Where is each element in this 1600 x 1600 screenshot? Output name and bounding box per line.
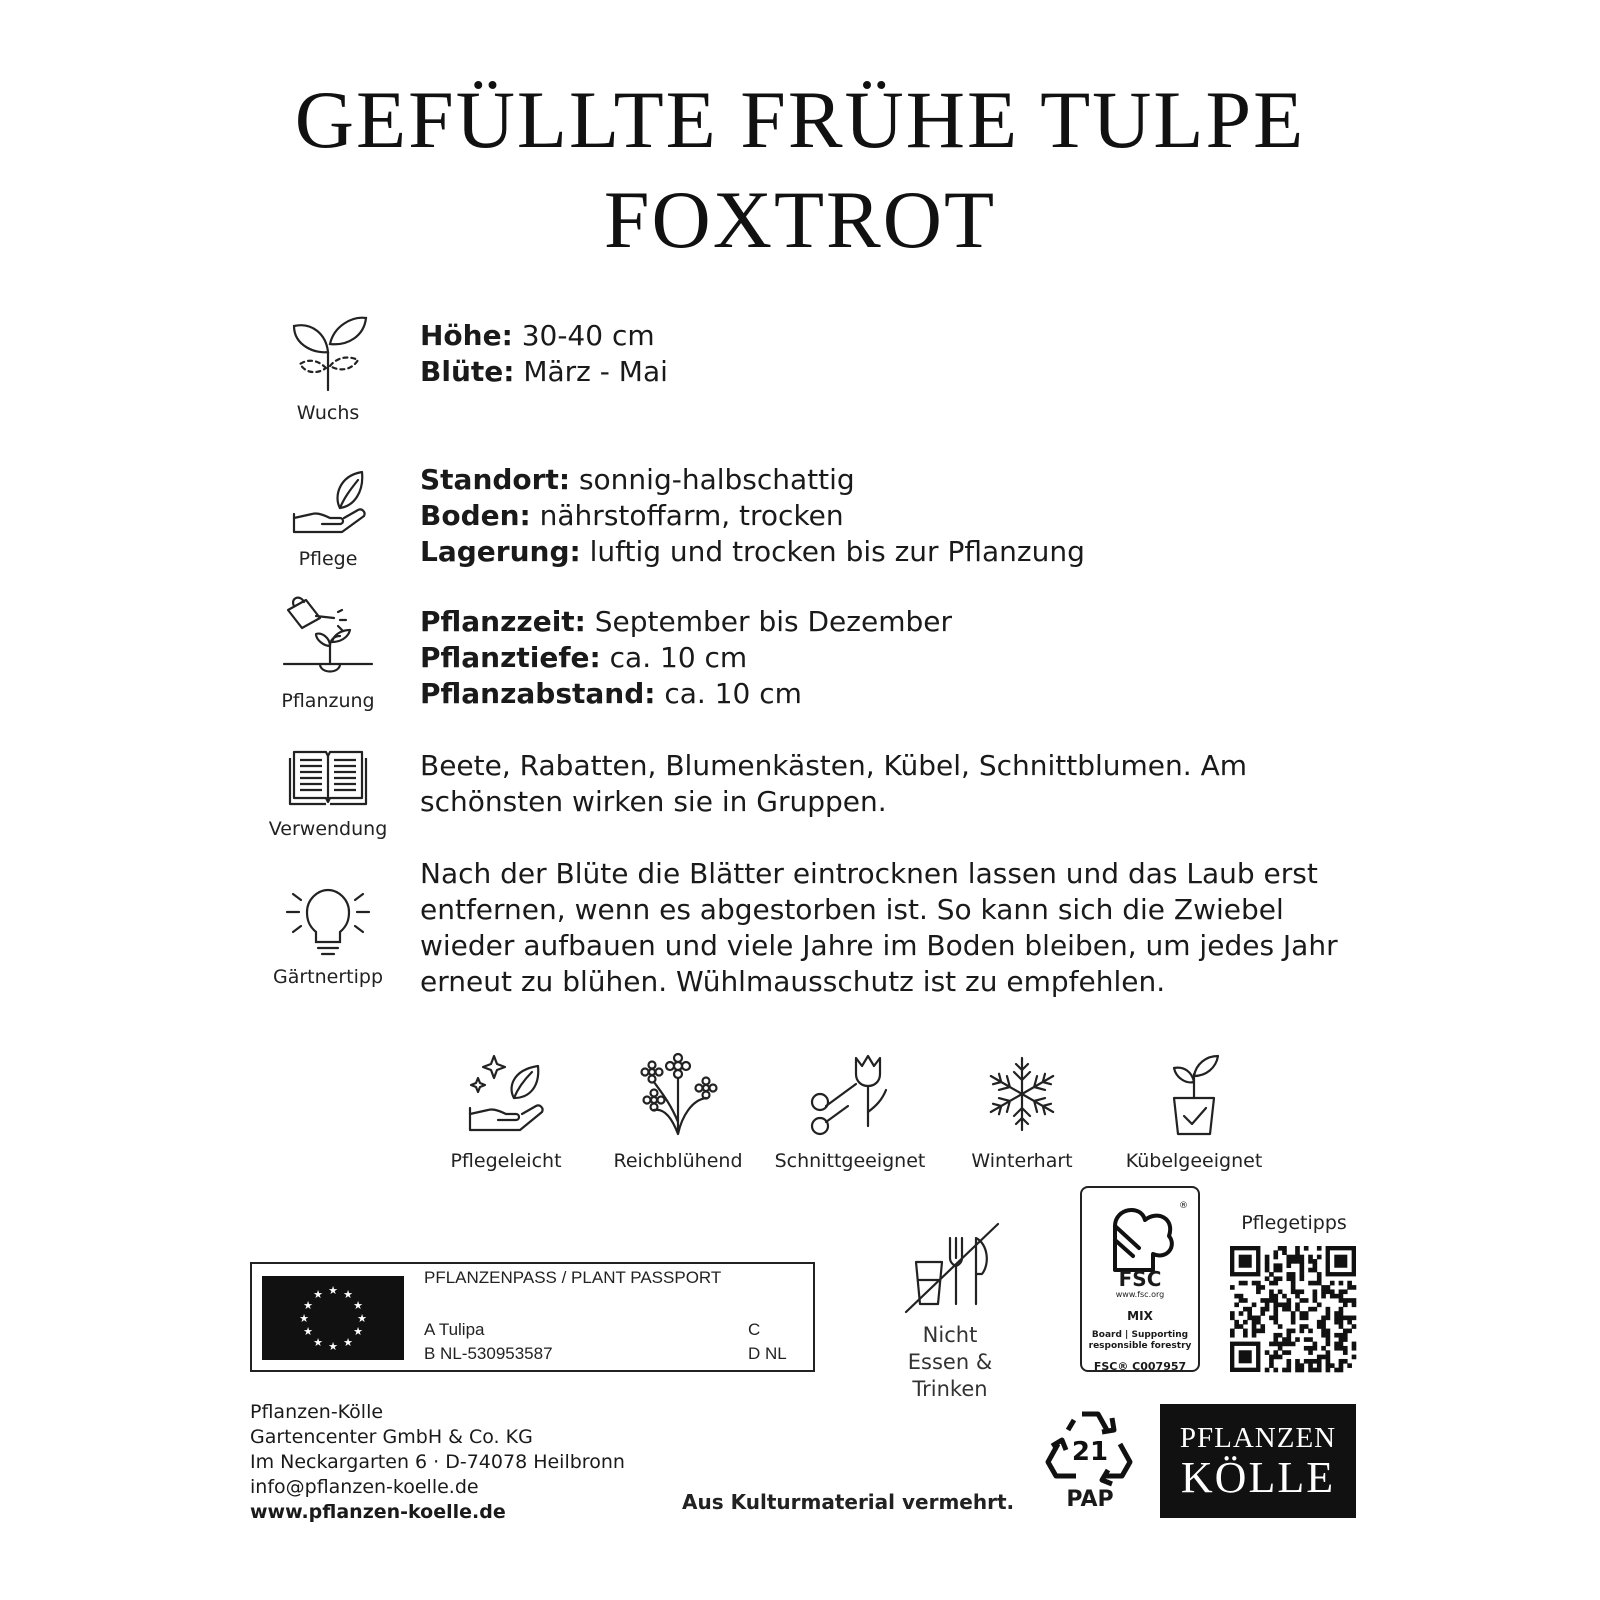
passport-c: C (748, 1320, 761, 1339)
svg-text:★: ★ (343, 1288, 353, 1301)
section-wuchs-label: Wuchs (296, 402, 360, 424)
section-gaertnertipp-icon-block (262, 884, 394, 988)
plant-passport (250, 1262, 815, 1372)
standort-key: Standort: (420, 463, 571, 496)
eu-flag-icon (262, 1276, 404, 1360)
address-line3: Im Neckargarten 6 · D-74078 Heilbronn (250, 1451, 625, 1473)
fsc-line2: responsible forestry (1088, 1341, 1192, 1351)
fsc-line1: Board | Supporting (1091, 1330, 1189, 1340)
sparkle-hand-leaf-icon (464, 1052, 548, 1136)
watering-can-icon (280, 596, 376, 680)
feature-reichbluehend-label: Reichblühend (613, 1150, 743, 1172)
fsc-label (1080, 1186, 1200, 1372)
svg-text:★: ★ (328, 1340, 338, 1353)
section-pflanzung-text (420, 604, 1350, 712)
address-email[interactable]: info@pflanzen-koelle.de (250, 1476, 479, 1498)
page-title-line2: FOXTROT (603, 174, 997, 265)
pflanztiefe-key: Pflanztiefe: (420, 641, 601, 674)
qr-code-icon[interactable] (1230, 1246, 1356, 1372)
pot-plant-icon (1152, 1052, 1236, 1136)
section-verwendung-icon-block (262, 746, 394, 840)
scissors-tulip-icon (808, 1052, 892, 1136)
section-pflege-icon-block (262, 468, 394, 570)
tipp-line3: wieder aufbauen und viele Jahre im Boden bleiben, um jedes Jahr (420, 929, 1338, 962)
fsc-tree-icon (1095, 1198, 1188, 1272)
recycling-code: PAP (1066, 1487, 1114, 1512)
bluete-key: Blüte: (420, 355, 515, 388)
hoehe-key: Höhe: (420, 319, 513, 352)
svg-text:★: ★ (313, 1336, 323, 1349)
pflanzzeit-key: Pflanzzeit: (420, 605, 586, 638)
svg-text:★: ★ (353, 1299, 363, 1312)
section-verwendung-label: Verwendung (268, 818, 388, 840)
pflanztiefe-value: ca. 10 cm (600, 641, 748, 674)
fsc-brand: FSC (1118, 1267, 1162, 1291)
flowers-icon (636, 1052, 720, 1136)
passport-header: PFLANZENPASS / PLANT PASSPORT (424, 1268, 722, 1287)
qr-label: Pflegetipps (1241, 1212, 1347, 1234)
section-pflege-label: Pflege (298, 548, 358, 570)
page-title-line1: GEFÜLLTE FRÜHE TULPE (294, 74, 1306, 165)
feature-schnittgeeignet (770, 1052, 930, 1172)
feature-pflegeleicht-label: Pflegeleicht (450, 1150, 562, 1172)
not-edible-block (880, 1218, 1020, 1403)
pflanzabstand-key: Pflanzabstand: (420, 677, 656, 710)
svg-text:★: ★ (303, 1299, 313, 1312)
address-line2: Gartencenter GmbH & Co. KG (250, 1426, 533, 1448)
feature-pflegeleicht (426, 1052, 586, 1172)
snowflake-icon (980, 1052, 1064, 1136)
svg-text:★: ★ (303, 1325, 313, 1338)
feature-kuebelgeeignet-label: Kübelgeeignet (1125, 1150, 1263, 1172)
section-pflege-text (420, 462, 1350, 570)
pflanzzeit-value: September bis Dezember (585, 605, 952, 638)
svg-text:★: ★ (328, 1284, 338, 1297)
not-edible-line1: Nicht (922, 1323, 978, 1347)
verwendung-line2: schönsten wirken sie in Gruppen. (420, 785, 887, 818)
recycling-icon (1042, 1404, 1138, 1490)
tipp-line2: entfernen, wenn es abgestorben ist. So kann sich die Zwiebel (420, 893, 1284, 926)
svg-text:★: ★ (313, 1288, 323, 1301)
tipp-line4: erneut zu blühen. Wühlmausschutz ist zu empfehlen. (420, 965, 1166, 998)
tipp-line1: Nach der Blüte die Blätter eintrocknen lassen und das Laub erst (420, 857, 1318, 890)
svg-text:★: ★ (299, 1312, 309, 1325)
section-pflanzung-icon-block (262, 596, 394, 712)
svg-text:®: ® (1179, 1201, 1188, 1211)
verwendung-line1: Beete, Rabatten, Blumenkästen, Kübel, Schnittblumen. Am (420, 749, 1247, 782)
fsc-mix: MIX (1127, 1309, 1153, 1323)
book-icon (288, 746, 368, 808)
feature-kuebelgeeignet (1114, 1052, 1274, 1172)
section-gaertnertipp-label: Gärtnertipp (272, 966, 384, 988)
not-edible-line2: Essen & Trinken (907, 1350, 993, 1401)
recycling-number: 21 (1071, 1437, 1109, 1467)
svg-text:★: ★ (343, 1336, 353, 1349)
address-block (250, 1400, 625, 1525)
boden-key: Boden: (420, 499, 531, 532)
brand-logo (1160, 1404, 1356, 1518)
section-verwendung-text (420, 748, 1350, 820)
hoehe-value: 30-40 cm (512, 319, 655, 352)
feature-winterhart-label: Winterhart (971, 1150, 1073, 1172)
feature-winterhart (942, 1052, 1102, 1172)
section-pflanzung-label: Pflanzung (281, 690, 375, 712)
plant-growth-icon (286, 312, 370, 392)
passport-d: D NL (748, 1344, 787, 1363)
boden-value: nährstoffarm, trocken (530, 499, 844, 532)
propagation-note: Aus Kulturmaterial vermehrt. (682, 1490, 1015, 1514)
logo-line1: PFLANZEN (1179, 1422, 1337, 1454)
feature-reichbluehend (598, 1052, 758, 1172)
logo-line2: KÖLLE (1180, 1453, 1336, 1502)
svg-text:★: ★ (353, 1325, 363, 1338)
fsc-site: www.fsc.org (1115, 1290, 1165, 1299)
pflanzabstand-value: ca. 10 cm (655, 677, 802, 710)
recycling-block (1040, 1404, 1140, 1512)
passport-b: B NL-530953587 (424, 1344, 553, 1363)
feature-schnittgeeignet-label: Schnittgeeignet (774, 1150, 926, 1172)
section-gaertnertipp-text (420, 856, 1350, 1000)
lagerung-value: luftig und trocken bis zur Pflanzung (580, 535, 1085, 568)
section-wuchs-text (420, 318, 1350, 390)
svg-text:★: ★ (357, 1312, 367, 1325)
hand-leaf-icon (288, 468, 368, 538)
lagerung-key: Lagerung: (420, 535, 581, 568)
bluete-value: März - Mai (514, 355, 668, 388)
fsc-code: FSC® C007957 (1093, 1360, 1187, 1373)
passport-a: A Tulipa (424, 1320, 485, 1339)
section-wuchs-icon-block (262, 312, 394, 424)
address-line1: Pflanzen-Kölle (250, 1401, 384, 1423)
lightbulb-icon (283, 884, 373, 956)
address-website[interactable]: www.pflanzen-koelle.de (250, 1501, 506, 1523)
standort-value: sonnig-halbschattig (570, 463, 855, 496)
no-food-icon (900, 1218, 1000, 1318)
